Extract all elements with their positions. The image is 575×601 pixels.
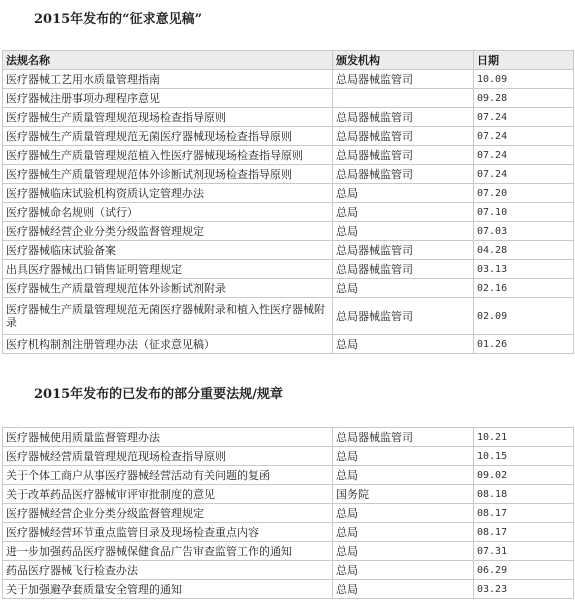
table-row <box>3 523 574 542</box>
regulation-name: 进一步加强药品医疗器械保健食品广告审查监管工作的通知 <box>3 542 333 561</box>
issuing-authority: 总局 <box>333 335 474 354</box>
published-table <box>2 427 574 599</box>
release-date: 07.03 <box>474 222 574 241</box>
release-date: 01.26 <box>474 335 574 354</box>
table-row <box>3 222 574 241</box>
release-date: 07.24 <box>474 108 574 127</box>
table-row <box>3 279 574 298</box>
regulation-name: 关于个体工商户从事医疗器械经营活动有关问题的复函 <box>3 466 333 485</box>
release-date: 07.20 <box>474 184 574 203</box>
regulation-name: 医疗器械经营企业分类分级监督管理规定 <box>3 504 333 523</box>
table-row <box>3 298 574 335</box>
issuing-authority: 总局 <box>333 466 474 485</box>
table-row <box>3 580 574 599</box>
issuing-authority: 总局器械监管司 <box>333 146 474 165</box>
section-title-published: 2015年发布的已发布的部分重要法规/规章 <box>34 387 283 402</box>
issuing-authority: 总局器械监管司 <box>333 70 474 89</box>
regulation-name: 医疗器械经营环节重点监管目录及现场检查重点内容 <box>3 523 333 542</box>
issuing-authority: 总局 <box>333 203 474 222</box>
release-date: 07.24 <box>474 127 574 146</box>
release-date: 02.09 <box>474 298 574 335</box>
table-row <box>3 260 574 279</box>
release-date: 10.15 <box>474 447 574 466</box>
release-date: 03.23 <box>474 580 574 599</box>
table-row <box>3 428 574 447</box>
issuing-authority: 总局器械监管司 <box>333 260 474 279</box>
release-date: 07.10 <box>474 203 574 222</box>
release-date: 10.21 <box>474 428 574 447</box>
regulation-name: 医疗器械经营企业分类分级监督管理规定 <box>3 222 333 241</box>
regulation-name: 医疗器械生产质量管理规范植入性医疗器械现场检查指导原则 <box>3 146 333 165</box>
issuing-authority: 总局 <box>333 447 474 466</box>
issuing-authority: 总局 <box>333 222 474 241</box>
regulation-name: 药品医疗器械飞行检查办法 <box>3 561 333 580</box>
column-header-date: 日期 <box>474 51 574 70</box>
issuing-authority: 总局器械监管司 <box>333 241 474 260</box>
regulation-name: 医疗器械生产质量管理规范体外诊断试剂现场检查指导原则 <box>3 165 333 184</box>
release-date: 07.24 <box>474 165 574 184</box>
table-row <box>3 447 574 466</box>
regulation-name: 出具医疗器械出口销售证明管理规定 <box>3 260 333 279</box>
regulation-name: 医疗器械工艺用水质量管理指南 <box>3 70 333 89</box>
regulation-name: 关于加强避孕套质量安全管理的通知 <box>3 580 333 599</box>
column-header-name: 法规名称 <box>3 51 333 70</box>
release-date: 03.13 <box>474 260 574 279</box>
table-row <box>3 504 574 523</box>
regulation-name: 关于改革药品医疗器械审评审批制度的意见 <box>3 485 333 504</box>
issuing-authority: 总局 <box>333 542 474 561</box>
issuing-authority: 总局 <box>333 580 474 599</box>
table-row <box>3 165 574 184</box>
issuing-authority: 总局 <box>333 523 474 542</box>
regulation-name: 医疗器械临床试验机构资质认定管理办法 <box>3 184 333 203</box>
section-title-drafts: 2015年发布的“征求意见稿” <box>34 12 203 27</box>
table-row <box>3 89 574 108</box>
release-date: 09.28 <box>474 89 574 108</box>
table-row <box>3 127 574 146</box>
table-header-row <box>3 51 574 70</box>
release-date: 02.16 <box>474 279 574 298</box>
table-row <box>3 184 574 203</box>
regulation-name: 医疗器械注册事项办理程序意见 <box>3 89 333 108</box>
issuing-authority: 总局器械监管司 <box>333 127 474 146</box>
release-date: 10.09 <box>474 70 574 89</box>
table-row <box>3 466 574 485</box>
issuing-authority: 总局 <box>333 561 474 580</box>
release-date: 09.02 <box>474 466 574 485</box>
regulation-name: 医疗器械生产质量管理规范无菌医疗器械现场检查指导原则 <box>3 127 333 146</box>
table-row <box>3 485 574 504</box>
issuing-authority: 总局 <box>333 504 474 523</box>
regulation-name: 医疗器械经营质量管理规范现场检查指导原则 <box>3 447 333 466</box>
regulation-name: 医疗器械使用质量监督管理办法 <box>3 428 333 447</box>
drafts-table <box>2 50 574 354</box>
column-header-authority: 颁发机构 <box>333 51 474 70</box>
regulation-name: 医疗器械生产质量管理规范现场检查指导原则 <box>3 108 333 127</box>
table-row <box>3 241 574 260</box>
issuing-authority: 总局 <box>333 184 474 203</box>
issuing-authority: 总局 <box>333 279 474 298</box>
issuing-authority: 国务院 <box>333 485 474 504</box>
issuing-authority: 总局器械监管司 <box>333 108 474 127</box>
issuing-authority <box>333 89 474 108</box>
issuing-authority: 总局器械监管司 <box>333 298 474 335</box>
release-date: 08.17 <box>474 523 574 542</box>
release-date: 07.24 <box>474 146 574 165</box>
regulation-name: 医疗机构制剂注册管理办法（征求意见稿） <box>3 335 333 354</box>
regulation-name: 医疗器械生产质量管理规范无菌医疗器械附录和植入性医疗器械附录 <box>3 298 333 335</box>
table-row <box>3 561 574 580</box>
release-date: 07.31 <box>474 542 574 561</box>
table-row <box>3 146 574 165</box>
table-row <box>3 335 574 354</box>
release-date: 06.29 <box>474 561 574 580</box>
table-row <box>3 542 574 561</box>
release-date: 08.18 <box>474 485 574 504</box>
regulation-name: 医疗器械临床试验备案 <box>3 241 333 260</box>
table-row <box>3 108 574 127</box>
release-date: 08.17 <box>474 504 574 523</box>
regulation-name: 医疗器械命名规则（试行） <box>3 203 333 222</box>
release-date: 04.28 <box>474 241 574 260</box>
table-row <box>3 203 574 222</box>
table-row <box>3 70 574 89</box>
issuing-authority: 总局器械监管司 <box>333 165 474 184</box>
regulation-name: 医疗器械生产质量管理规范体外诊断试剂附录 <box>3 279 333 298</box>
issuing-authority: 总局器械监管司 <box>333 428 474 447</box>
